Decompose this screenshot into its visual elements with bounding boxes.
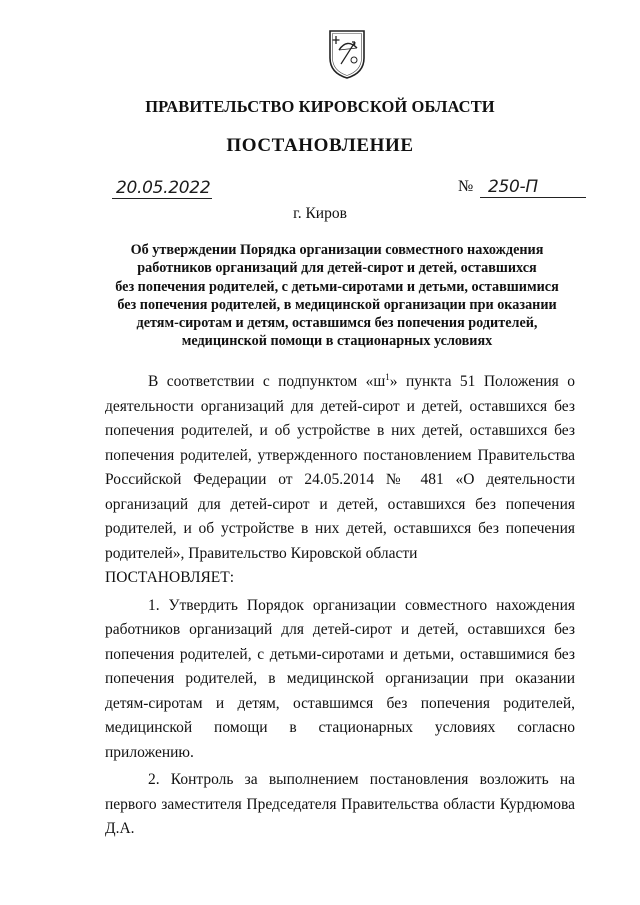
heading-line: детям-сиротам и детям, оставшимся без попечения родителей, <box>136 315 538 332</box>
superscript: 1 <box>385 371 390 382</box>
document-date: 20.05.2022 <box>116 178 211 198</box>
paragraph-2: 2. Контроль за выполнением постановления возложить на первого заместителя Председателя Правительства области Курдюмова Д.А. <box>105 771 575 837</box>
heading-line: работников организаций для детей-сирот и детей, оставшихся <box>137 260 537 277</box>
document-date-field <box>112 176 212 199</box>
preamble-text: В соответствии с подпунктом «ш <box>148 373 386 390</box>
paragraph-1: 1. Утвердить Порядок организации совместного нахождения работников организаций для детей-сирот и детей, оставшихся без попечения родителей, с детьми-сиротами и детьми, оставшимися без попечения родителей, в медицинской организации при оказании детям-сиротам и детям, оставшимся без попечения родителей, медицинской помощи в стационарных условиях согласно приложению. <box>105 596 575 761</box>
document-number: 250-П <box>488 177 538 197</box>
kirov-coat-of-arms-icon <box>327 28 367 80</box>
document-body <box>105 370 575 842</box>
heading-line: Об утверждении Порядка организации совместного нахождения <box>130 242 544 258</box>
number-line <box>480 175 586 198</box>
heading-line: без попечения родителей, в медицинской организации при оказании <box>117 296 557 313</box>
preamble-paragraph <box>105 370 575 566</box>
heading-line: медицинской помощи в стационарных условиях <box>181 333 493 350</box>
document-number-field <box>458 176 586 198</box>
number-sign: № <box>458 178 474 195</box>
government-title: ПРАВИТЕЛЬСТВО КИРОВСКОЙ ОБЛАСТИ <box>145 97 495 116</box>
document-heading <box>80 241 594 351</box>
preamble-text-cont: » пункта 51 Положения о деятельности организаций для детей-сирот и детей, оставшихся без попечения родителей, и об устройстве в них детей, оставшихся без попечения родителей, утвержденного постановлением Правительства Российской Федерации от 24.05.2014 № 481 «О деятельности организаций для детей-сирот и детей, оставшихся без попечения родителей, и об устройстве в них детей, оставшихся без попечения родителей», Правительство Кировской области <box>105 373 576 562</box>
document-type: ПОСТАНОВЛЕНИЕ <box>226 135 414 156</box>
heading-line: без попечения родителей, с детьми-сиротами и детьми, оставшимися <box>115 278 559 295</box>
city-name: г. Киров <box>293 205 347 222</box>
resolves-word: ПОСТАНОВЛЯЕТ: <box>105 569 235 586</box>
